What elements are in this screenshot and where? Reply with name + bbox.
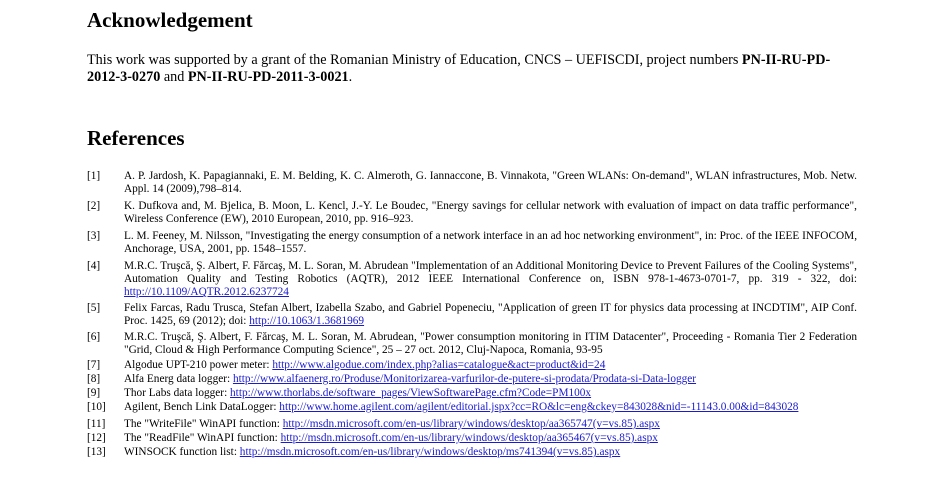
reference-number: [10] bbox=[87, 401, 106, 413]
reference-list bbox=[87, 170, 857, 459]
reference-link[interactable]: http://msdn.microsoft.com/en-us/library/windows/desktop/aa365747(v=vs.85).aspx bbox=[282, 418, 660, 430]
reference-body bbox=[124, 260, 857, 299]
reference-link[interactable]: http://msdn.microsoft.com/en-us/library/windows/desktop/aa365467(v=vs.85).aspx bbox=[280, 432, 658, 444]
reference-text: Algodue UPT-210 power meter: bbox=[124, 359, 273, 371]
reference-body bbox=[124, 373, 857, 386]
reference-link[interactable]: http://www.algodue.com/index.php?alias=catalogue&act=product&id=24 bbox=[272, 359, 606, 371]
reference-text: K. Dufkova and, M. Bjelica, B. Moon, L. Kencl, J.-Y. Le Boudec, "Energy savings for cellular network with evaluation of impact on data traffic performance", Wireless Conference (EW), 2010 European, 2010, pp. 916–923. bbox=[124, 200, 857, 225]
reference-item bbox=[87, 401, 857, 414]
reference-number: [1] bbox=[87, 170, 101, 182]
reference-number: [3] bbox=[87, 230, 101, 242]
reference-item bbox=[87, 230, 857, 256]
references-heading: References bbox=[87, 126, 185, 150]
reference-item bbox=[87, 373, 857, 386]
reference-text: WINSOCK function list: bbox=[124, 446, 240, 458]
reference-link[interactable]: http://www.alfaenerg.ro/Produse/Monitorizarea-varfurilor-de-putere-si-prodata/Prodata-si-Data-logger bbox=[232, 373, 697, 385]
reference-link[interactable]: http://www.home.agilent.com/agilent/editorial.jspx?cc=RO&lc=eng&ckey=843028&nid=-11143.0.00&id=843028 bbox=[279, 401, 799, 413]
reference-body bbox=[124, 359, 857, 372]
reference-text: Felix Farcas, Radu Trusca, Stefan Albert, Izabella Szabo, and Gabriel Popeneciu, "Application of green IT for physics data processing at INCDTIM", AIP Conf. Proc. 1425, 69 (2012); doi: bbox=[124, 302, 857, 327]
project-number-2: PN-II-RU-PD-2011-3-0021 bbox=[187, 69, 349, 85]
reference-item bbox=[87, 302, 857, 328]
reference-body bbox=[124, 302, 857, 328]
reference-link[interactable]: http://www.thorlabs.de/software_pages/ViewSoftwarePage.cfm?Code=PM100x bbox=[230, 387, 592, 399]
reference-text: The "ReadFile" WinAPI function: bbox=[124, 432, 281, 444]
reference-number: [6] bbox=[87, 331, 101, 343]
reference-item bbox=[87, 331, 857, 357]
reference-number: [9] bbox=[87, 387, 101, 399]
reference-item bbox=[87, 418, 857, 431]
project-number-1: PN-II-RU-PD-2012-3-0270 bbox=[87, 52, 831, 85]
reference-text: Alfa Energ data logger: bbox=[124, 373, 233, 385]
reference-item bbox=[87, 200, 857, 226]
reference-item bbox=[87, 359, 857, 372]
reference-item bbox=[87, 387, 857, 400]
reference-body bbox=[124, 432, 857, 445]
reference-doi-link[interactable]: http://10.1063/1.3681969 bbox=[249, 315, 365, 327]
ack-period: . bbox=[348, 69, 353, 85]
reference-number: [12] bbox=[87, 432, 106, 444]
reference-number: [2] bbox=[87, 200, 101, 212]
reference-number: [11] bbox=[87, 418, 106, 430]
reference-text: The "WriteFile" WinAPI function: bbox=[124, 418, 283, 430]
ack-text: This work was supported by a grant of the Romanian Ministry of Education, CNCS – UEFISCDI, project numbers bbox=[87, 52, 742, 68]
reference-text: M.R.C. Truşcă, Ş. Albert, F. Fărcaş, M. L. Soran, M. Abrudean "Implementation of an Additional Monitoring Device to Prevent Failures of the Cooling Systems", Automation Quality and Testing Robotics (AQTR), 2012 IEEE International Conference on, ISBN 978-1-4673-0701-7, pp. 319 - 322, doi: bbox=[124, 260, 857, 285]
ack-and: and bbox=[160, 69, 188, 85]
reference-body bbox=[124, 387, 857, 400]
reference-text: L. M. Feeney, M. Nilsson, "Investigating the energy consumption of a network interface in an ad hoc networking environment", in: Proc. of the IEEE INFOCOM, Anchorage, USA, 2001, pp. 1548–1557. bbox=[124, 230, 858, 255]
acknowledgement-paragraph bbox=[87, 52, 847, 86]
reference-item bbox=[87, 446, 857, 459]
reference-item bbox=[87, 170, 857, 196]
reference-link[interactable]: http://msdn.microsoft.com/en-us/library/windows/desktop/ms741394(v=vs.85).aspx bbox=[239, 446, 621, 458]
reference-number: [13] bbox=[87, 446, 106, 458]
reference-text: Agilent, Bench Link DataLogger: bbox=[124, 401, 280, 413]
acknowledgement-heading: Acknowledgement bbox=[87, 8, 253, 32]
reference-number: [7] bbox=[87, 359, 101, 371]
reference-body bbox=[124, 418, 857, 431]
reference-text: A. P. Jardosh, K. Papagiannaki, E. M. Belding, K. C. Almeroth, G. Iannaccone, B. Vinnakota, "Green WLANs: On-demand", WLAN infrastructures, Mob. Netw. Appl. 14 (2009),798–814. bbox=[124, 170, 857, 195]
reference-body bbox=[124, 401, 857, 414]
reference-item bbox=[87, 432, 857, 445]
reference-body bbox=[124, 446, 857, 459]
reference-text: Thor Labs data logger: bbox=[124, 387, 231, 399]
reference-number: [8] bbox=[87, 373, 101, 385]
reference-number: [4] bbox=[87, 260, 101, 272]
reference-doi-link[interactable]: http://10.1109/AQTR.2012.6237724 bbox=[124, 286, 289, 298]
reference-item bbox=[87, 260, 857, 299]
reference-text: M.R.C. Truşcă, Ş. Albert, F. Fărcaş, M. L. Soran, M. Abrudean, "Power consumption monitoring in ITIM Datacenter", Proceeding - Romania Tier 2 Federation "Grid, Cloud & High Performance Computing Science", 25 – 27 oct. 2012, Cluj-Napoca, Romania, 93-95 bbox=[124, 331, 857, 356]
reference-number: [5] bbox=[87, 302, 101, 314]
